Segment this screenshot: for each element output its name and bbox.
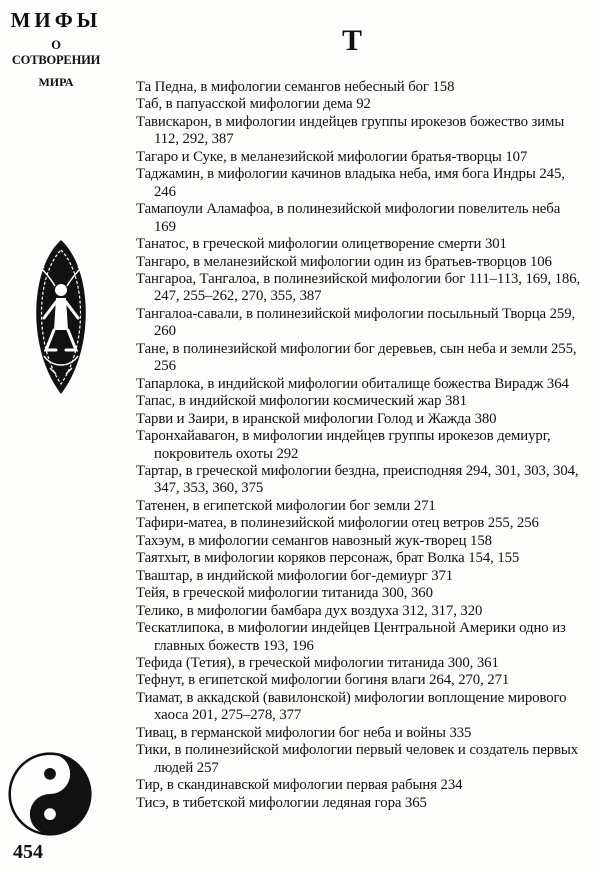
index-entry: Тартар, в греческой мифологии бездна, преисподняя 294, 301, 303, 304, 347, 353, 360, 375 [136,462,579,497]
index-entry: Твaштар, в индийской мифологии бог-демиург 371 [136,567,454,584]
index-entry: Таронхайавагон, в мифологии индейцев группы ирокезов демиург, покровитель охоты 292 [136,428,551,462]
index-entries [136,79,582,812]
index-entry: Тиамат, в аккадской (вавилонской) мифологии воплощение мирового хаоса 201, 275–278, 377 [136,689,567,724]
index-entry: Тангаро, в меланезийской мифологии один из братьев-творцов 106 [136,253,552,270]
page-number: 454 [13,841,43,863]
index-entry: Тивац, в германской мифологии бог неба и войны 335 [136,724,472,741]
series-title-line-3: МИРА [38,74,74,89]
index-entry: Таб, в папуасской мифологии дема 92 [136,96,371,113]
index-entry: Танатос, в греческой мифологии олицетворение смерти 301 [136,236,507,253]
index-entry: Тагаро и Суке, в меланезийской мифологии братья-творцы 107 [136,148,528,165]
section-letter: Т [342,24,363,57]
index-entry: Таджамин, в мифологии качинов владыка неба, имя бога Индры 245, 246 [136,166,565,200]
index-entry: Тангалоа-савали, в полинезийской мифологии посыльный Творца 259, 260 [136,305,576,340]
index-entry: Тефнут, в египетской мифологии богиня влаги 264, 270, 271 [136,672,510,689]
index-entry: Тапарлока, в индийской мифологии обиталище божества Вирадж 364 [136,375,569,392]
index-entry: Тафири-матеа, в полинезийской мифологии отец ветров 255, 256 [136,515,539,532]
index-entry: Тангароа, Тангалоа, в полинезийской мифологии бог 111–113, 169, 186, 247, 255–262, 270, 355, 387 [136,270,581,305]
index-entry: Тики, в полинезийской мифологии первый человек и создатель первых людей 257 [136,742,579,776]
series-title-line-2: О СОТВОРЕНИИ [11,38,101,67]
index-entry: Тефида (Тетия), в греческой мифологии титанида 300, 361 [136,654,499,671]
index-entry: Телико, в мифологии бамбара дух воздуха 312, 317, 320 [136,602,483,619]
index-entry: Тамапоули Аламафоа, в полинезийской мифологии повелитель неба 169 [136,201,561,235]
index-entry: Тапас, в индийской мифологии космический жар 381 [136,393,467,410]
index-entry: Тир, в скандинавской мифологии первая рабыня 234 [136,777,463,794]
mythic-figure-leaf-icon [26,238,96,396]
index-entry: Та Педна, в мифологии семангов небесный бог 158 [136,79,455,95]
index-entry: Тарви и Заири, в иранской мифологии Голод и Жажда 380 [136,410,497,427]
index-entry: Тавискарон, в мифологии индейцев группы ирокезов божество зимы 112, 292, 387 [136,113,565,148]
index-entry: Тане, в полинезийской мифологии бог деревьев, сын неба и земли 255, 256 [136,340,577,375]
yin-yang-icon [8,752,92,836]
index-entry: Тахэум, в мифологии семангов навозный жук-творец 158 [136,532,492,549]
index-entry: Тейя, в греческой мифологии титанида 300, 360 [136,585,433,602]
index-entry: Таятхыт, в мифологии коряков персонаж, брат Волка 154, 155 [136,550,520,567]
series-title-line-1: МИФЫ [10,8,102,32]
index-entry: Тисэ, в тибетской мифологии ледяная гора 365 [136,794,427,811]
index-entry: Тескатлипока, в мифологии индейцев Центральной Америки одно из главных божеств 193, 196 [136,620,566,654]
index-entry: Татенен, в египетской мифологии бог земли 271 [136,497,436,514]
series-title [8,8,104,90]
